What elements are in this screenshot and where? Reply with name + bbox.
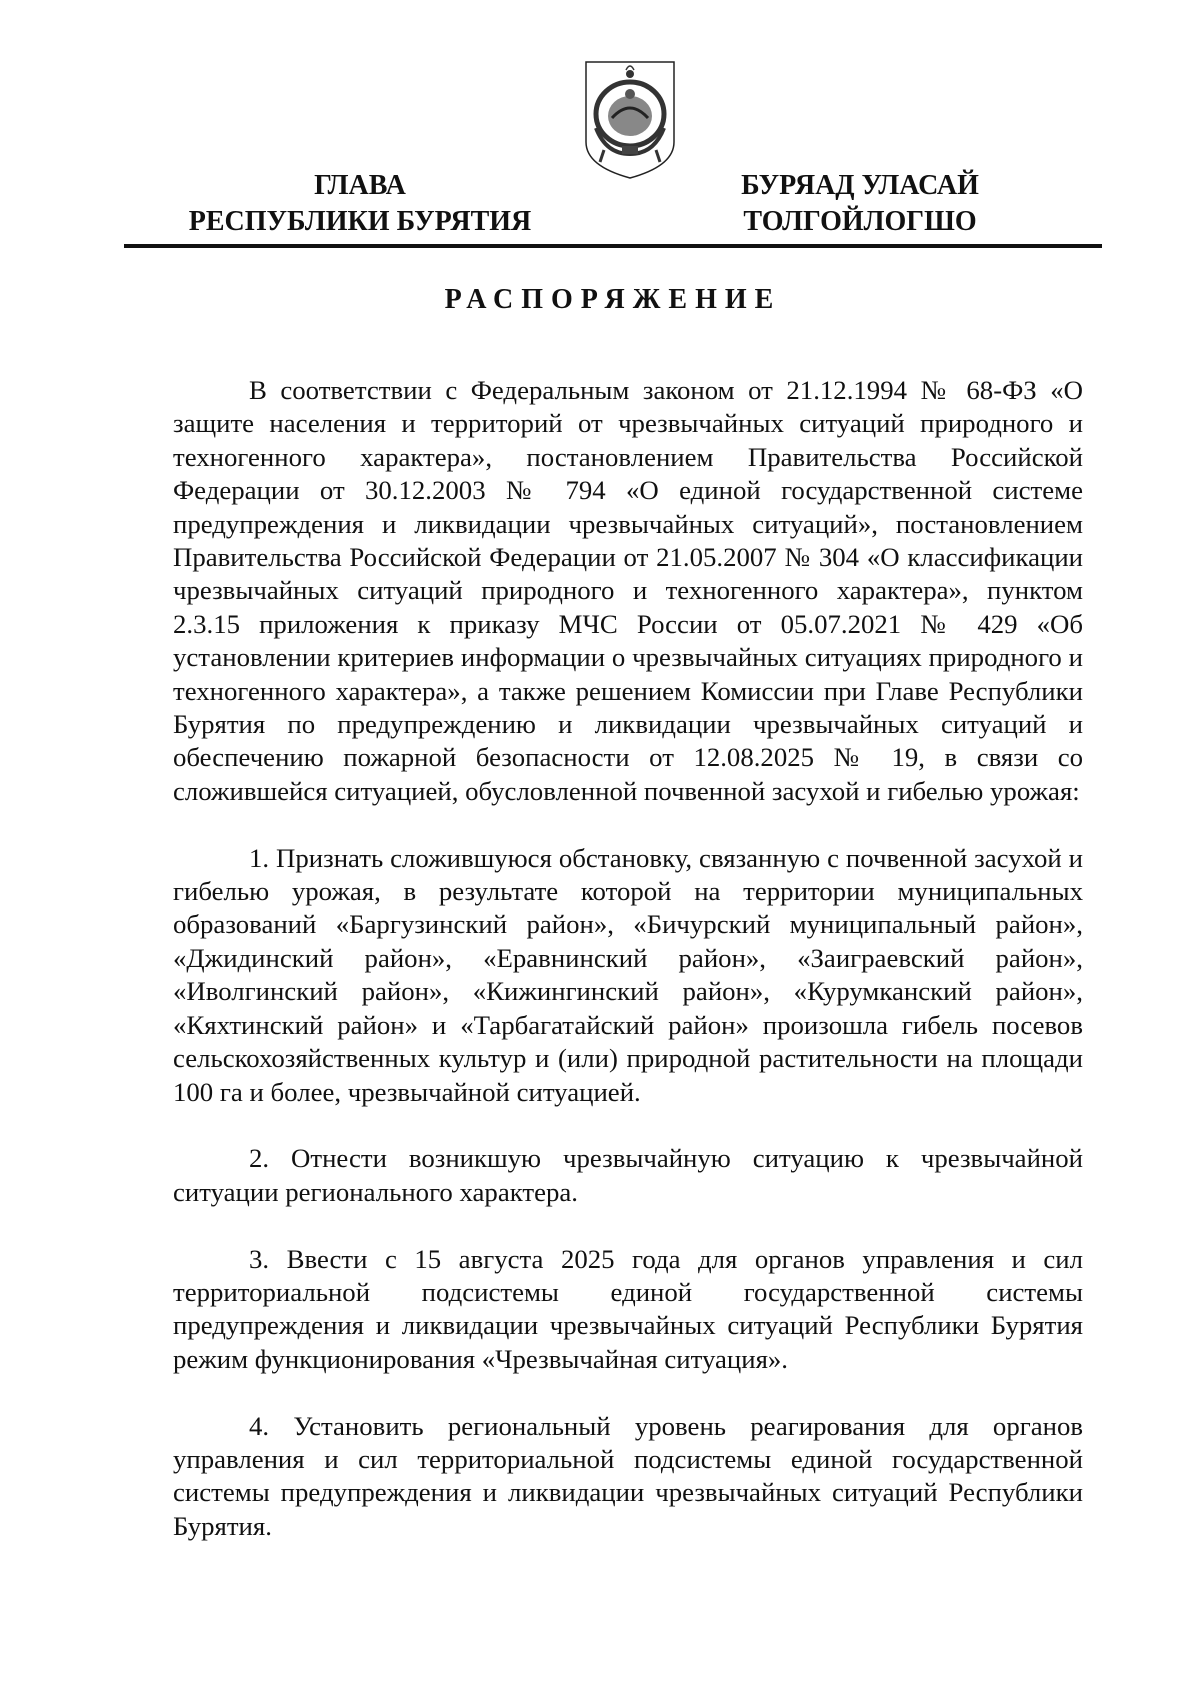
item-paragraph-1: 1. Признать сложившуюся обстановку, связанную с почвенной засухой и гибелью урожая, в результате которой на территории муниципальных образований «Баргузинский район», «Бичурский муниципальный район», «Джидинский район», «Еравнинский район», «Заиграевский район», «Иволгинский район», «Кижингинский район», «Курумканский район», «Кяхтинский район» и «Тарбагатайский район» произошла гибель посевов сельскохозяйственных культур и (или) природной растительности на площади 100 га и более, чрезвычайной ситуацией. [173, 842, 1083, 1107]
issuer-title-buryat [700, 168, 1020, 240]
issuer-title-line-1: ГЛАВА [314, 170, 406, 201]
document-body [173, 374, 1083, 1577]
item-paragraph-3: 3. Ввести с 15 августа 2025 года для органов управления и сил территориальной подсистемы единой государственной системы предупреждения и ликвидации чрезвычайных ситуаций Республики Бурятия режим функционирования «Чрезвычайная ситуация». [173, 1243, 1083, 1374]
header-divider [124, 244, 1102, 248]
issuer-title-line-2: РЕСПУБЛИКИ БУРЯТИЯ [188, 206, 532, 237]
issuer-title-buryat-line-2: ТОЛГОЙЛОГШО [743, 206, 977, 237]
document-title: РАСПОРЯЖЕНИЕ [444, 284, 782, 315]
preamble-paragraph: В соответствии с Федеральным законом от 21.12.1994 № 68-ФЗ «О защите населения и территорий от чрезвычайных ситуаций природного и техногенного характера», постановлением Правительства Российской Федерации от 30.12.2003 № 794 «О единой государственной системе предупреждения и ликвидации чрезвычайных ситуаций», постановлением Правительства Российской Федерации от 21.05.2007 № 304 «О классификации чрезвычайных ситуаций природного и техногенного характера», пунктом 2.3.15 приложения к приказу МЧС России от 05.07.2021 № 429 «Об установлении критериев информации о чрезвычайных ситуациях природного и техногенного характера», а также решением Комиссии при Главе Республики Бурятия по предупреждению и ликвидации чрезвычайных ситуаций и обеспечению пожарной безопасности от 12.08.2025 № 19, в связи со сложившейся ситуацией, обусловленной почвенной засухой и гибелью урожая: [173, 375, 1083, 806]
coat-of-arms-icon [582, 58, 678, 182]
issuer-title-buryat-line-1: БУРЯАД УЛАСАЙ [741, 170, 979, 201]
item-paragraph-2: 2. Отнести возникшую чрезвычайную ситуацию к чрезвычайной ситуации регионального характера. [173, 1143, 1083, 1207]
item-paragraph-4: 4. Установить региональный уровень реагирования для органов управления и сил территориальной подсистемы единой государственной системы предупреждения и ликвидации чрезвычайных ситуаций Республики Бурятия. [173, 1410, 1083, 1541]
issuer-title-russian [150, 168, 570, 240]
